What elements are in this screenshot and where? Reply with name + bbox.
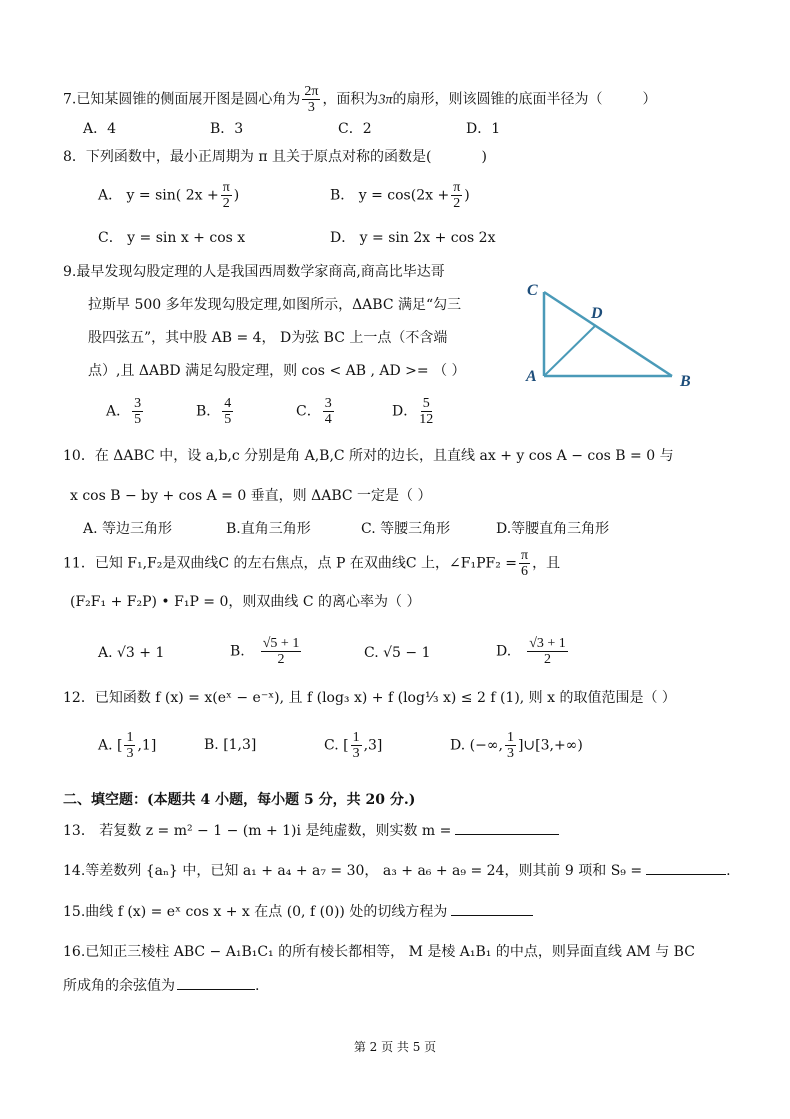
q14-answer-blank[interactable] <box>646 860 726 875</box>
q11-option-c: C. √5 − 1 <box>364 645 431 661</box>
q7-fraction: $\frac{2\pi}{3}$ <box>304 84 319 115</box>
q9-option-b: B． $\frac{4}{5}$ <box>196 396 232 427</box>
q7-option-c: C．2 <box>338 121 372 137</box>
q9-line-3: 股四弦五”，其中股 AB = 4， D为弦 BC 上一点（不含端 <box>88 330 448 346</box>
q11-line-1: 11．已知 F₁,F₂是双曲线C 的左右焦点，点 P 在双曲线C 上，∠F₁PF₂ = $\frac{\pi}{6}$ ，且 <box>63 548 561 579</box>
q14: 14.等差数列 {aₙ} 中，已知 a₁ + a₄ + a₇ = 30， a₃ + a₆ + a₉ = 24，则其前 9 项和 S₉ = . <box>63 860 731 881</box>
q16-line-2: 所成角的余弦值为 . <box>63 975 259 996</box>
q13: 13． 若复数 z = m² − 1 − (m + 1)i 是纯虚数，则实数 m = <box>63 820 559 841</box>
q9-line-1: 9.最早发现勾股定理的人是我国西周数学家商高,商高比毕达哥 <box>63 264 445 280</box>
q12-option-a: A. [ $\frac{1}{3}$ ,1] <box>98 730 157 761</box>
segment-ad <box>544 325 596 376</box>
q15: 15.曲线 f (x) = eˣ cos x + x 在点 (0, f (0)) 处的切线方程为 <box>63 901 533 922</box>
q8-option-b: B． y = cos(2x + $\frac{\pi}{2}$ ) <box>330 180 470 211</box>
q16-answer-blank[interactable] <box>177 975 255 990</box>
label-a: A <box>526 368 537 385</box>
q11-option-b: B. $\frac{√5 + 1}{2}$ <box>230 636 300 667</box>
q12-option-c: C. [ $\frac{1}{3}$ ,3] <box>324 730 383 761</box>
q8-option-c: C． y = sin x + cos x <box>98 230 246 246</box>
side-cb <box>544 292 672 376</box>
q7-stem: 7.已知某圆锥的侧面展开图是圆心角为 $\frac{2\pi}{3}$ ，面积为3π的扇形，则该圆锥的底面半径为（ ） <box>63 84 657 115</box>
q8-option-a: A． y = sin( 2x + $\frac{\pi}{2}$ ) <box>98 180 240 211</box>
q7-option-b: B．3 <box>210 121 244 137</box>
q10-option-d: D.等腰直角三角形 <box>496 521 610 537</box>
q15-answer-blank[interactable] <box>451 901 533 916</box>
q12-option-d: D. (−∞, $\frac{1}{3}$ ]∪[3,+∞) <box>450 730 583 761</box>
label-c: C <box>527 282 538 299</box>
q10-option-c: C. 等腰三角形 <box>361 521 451 537</box>
q9-triangle-figure <box>520 278 720 398</box>
q9-line-2: 拉斯早 500 多年发现勾股定理,如图所示，ΔABC 满足“勾三 <box>88 297 462 313</box>
page-footer: 第 2 页 共 5 页 <box>353 1040 437 1054</box>
label-b: B <box>680 373 691 390</box>
q12-option-b: B. [1,3] <box>204 737 257 753</box>
q10-option-a: A. 等边三角形 <box>83 521 173 537</box>
q11-option-a: A. √3 + 1 <box>98 645 165 661</box>
q12-line-1: 12．已知函数 f (x) = x(eˣ − e⁻ˣ), 且 f (log₃ x) + f (log⅓ x) ≤ 2 f (1), 则 x 的取值范围是（ ） <box>63 690 676 706</box>
section-2-heading: 二、填空题：(本题共 4 小题，每小题 5 分，共 20 分.) <box>63 792 416 808</box>
q16-line-1: 16.已知正三棱柱 ABC − A₁B₁C₁ 的所有棱长都相等， M 是棱 A₁B₁ 的中点，则异面直线 AM 与 BC <box>63 944 695 960</box>
q8-stem: 8．下列函数中，最小正周期为 π 且关于原点对称的函数是( ) <box>63 149 487 165</box>
q9-option-a: A． $\frac{3}{5}$ <box>106 396 142 427</box>
q10-line-1: 10．在 ΔABC 中，设 a,b,c 分别是角 A,B,C 所对的边长，且直线 ax + y cos A − cos B = 0 与 <box>63 448 674 464</box>
q11-option-d: D. $\frac{√3 + 1}{2}$ <box>496 636 566 667</box>
label-d: D <box>591 305 603 322</box>
q9-line-4: 点）,且 ΔABD 满足勾股定理，则 cos < AB , AD >= （ ） <box>88 363 466 379</box>
q11-line-2: (F₂F₁ + F₂P) • F₁P = 0，则双曲线 C 的离心率为（ ） <box>70 594 421 610</box>
q8-option-d: D． y = sin 2x + cos 2x <box>330 230 496 246</box>
q10-line-2: x cos B − by + cos A = 0 垂直，则 ΔABC 一定是（ ） <box>70 488 432 504</box>
q7-option-a: A．4 <box>83 121 117 137</box>
q13-answer-blank[interactable] <box>455 820 559 835</box>
q9-option-d: D． $\frac{5}{12}$ <box>392 396 434 427</box>
q9-option-c: C． $\frac{3}{4}$ <box>296 396 332 427</box>
q7-option-d: D．1 <box>466 121 501 137</box>
q10-option-b: B.直角三角形 <box>226 521 311 537</box>
